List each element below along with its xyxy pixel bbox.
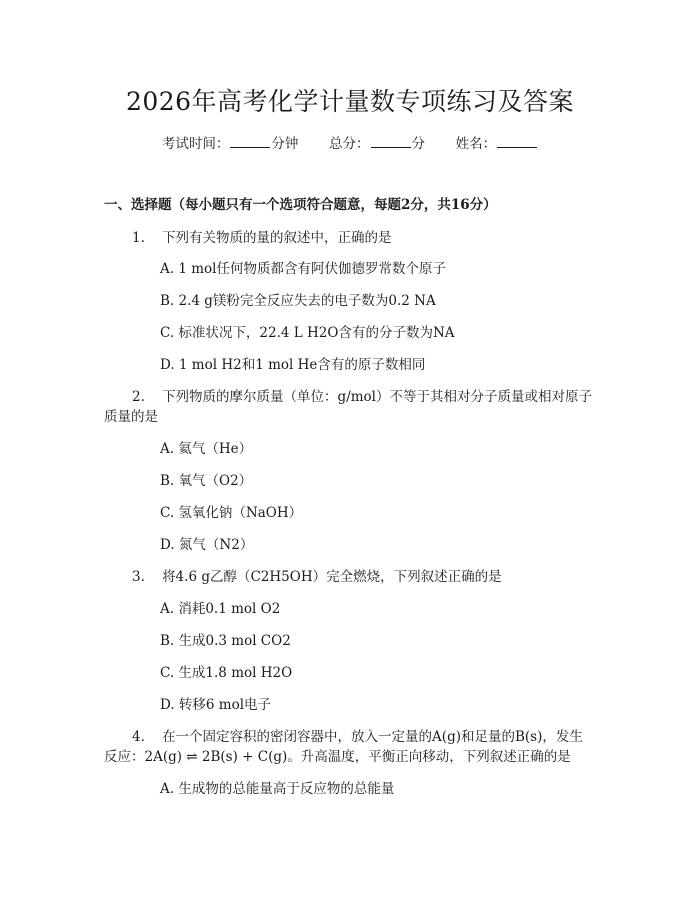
score-blank: [371, 135, 411, 148]
option-4a: A. 生成物的总能量高于反应物的总能量: [160, 781, 395, 797]
question-stem-line2: 质量的是: [104, 409, 158, 425]
time-unit: 分钟: [271, 136, 299, 152]
question-2: [132, 385, 592, 405]
option-1c: C. 标准状况下，22.4 L H2O含有的分子数为NA: [160, 325, 455, 341]
option-2d: D. 氮气（N2）: [160, 537, 254, 553]
name-label: 姓名：: [455, 136, 497, 152]
question-stem: 将4.6 g乙醇（C2H5OH）完全燃烧，下列叙述正确的是: [162, 569, 502, 585]
score-label: 总分：: [329, 136, 370, 152]
question-number: 2.: [132, 389, 145, 405]
question-3: [132, 565, 502, 585]
score-unit: 分: [411, 136, 425, 152]
question-1: [132, 226, 392, 246]
question-stem-line1: 在一个固定容积的密闭容器中，放入一定量的A(g)和足量的B(s)，发生: [162, 729, 583, 745]
question-stem-line1: 下列物质的摩尔质量（单位：g/mol）不等于其相对分子质量或相对原子: [162, 389, 592, 405]
option-1a: A. 1 mol任何物质都含有阿伏伽德罗常数个原子: [160, 261, 446, 277]
option-1b: B. 2.4 g镁粉完全反应失去的电子数为0.2 NA: [160, 293, 436, 309]
time-label: 考试时间：: [161, 136, 230, 152]
question-number: 4.: [132, 729, 145, 745]
option-3a: A. 消耗0.1 mol O2: [160, 601, 281, 617]
question-number: 1.: [132, 230, 145, 246]
option-2a: A. 氦气（He）: [160, 441, 253, 457]
question-stem-line2: 反应：2A(g) ⇌ 2B(s) + C(g)。升高温度，平衡正向移动，下列叙述正确的是: [104, 749, 571, 765]
option-3b: B. 生成0.3 mol CO2: [160, 633, 291, 649]
page-title: 2026年高考化学计量数专项练习及答案: [125, 87, 575, 116]
time-blank: [230, 135, 270, 148]
option-1d: D. 1 mol H2和1 mol He含有的原子数相同: [160, 357, 426, 373]
section-heading: 一、选择题（每小题只有一个选项符合题意，每题2分，共16分）: [104, 197, 497, 213]
option-2b: B. 氧气（O2）: [160, 473, 253, 489]
exam-info-line: [0, 132, 700, 152]
question-stem: 下列有关物质的量的叙述中，正确的是: [162, 230, 392, 246]
question-number: 3.: [132, 569, 145, 585]
option-2c: C. 氢氧化钠（NaOH）: [160, 505, 303, 521]
option-3c: C. 生成1.8 mol H2O: [160, 665, 293, 681]
question-4: [132, 725, 583, 745]
name-blank: [497, 135, 537, 148]
option-3d: D. 转移6 mol电子: [160, 697, 272, 713]
